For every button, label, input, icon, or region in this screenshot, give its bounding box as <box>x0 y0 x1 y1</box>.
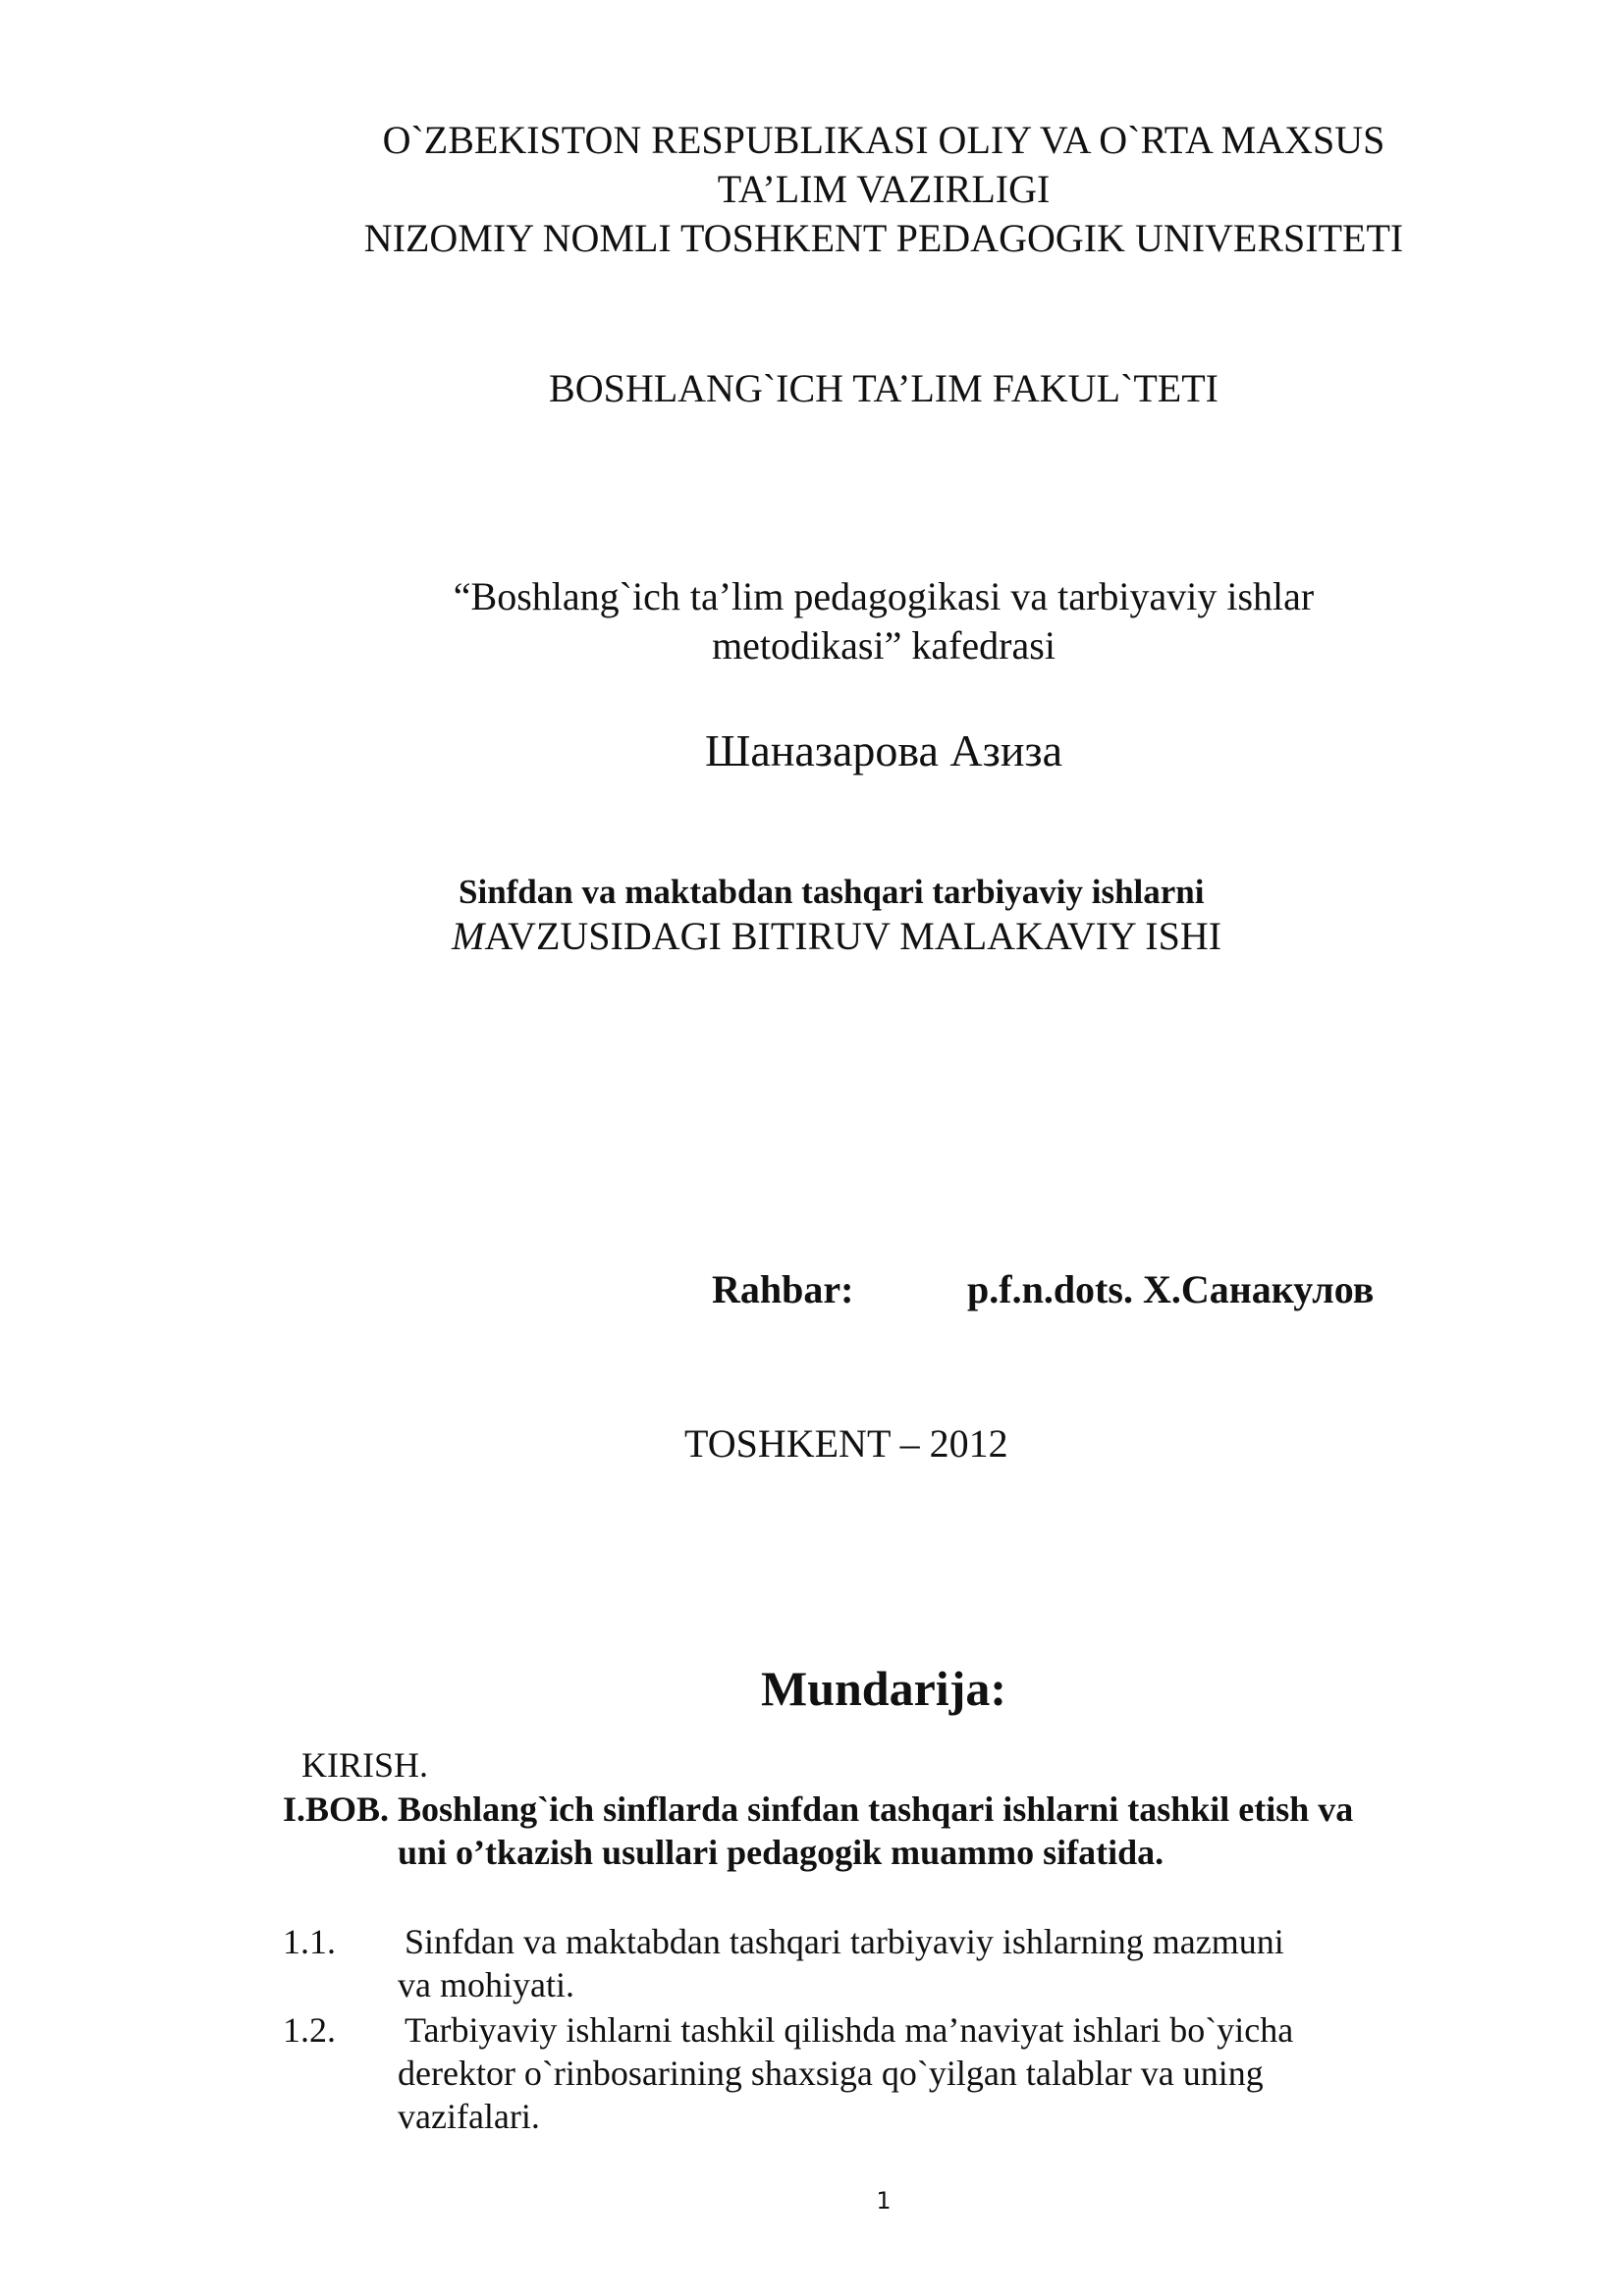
toc-item-number: 1.1. <box>283 1922 336 1961</box>
toc-title: Mundarija: <box>761 1661 1006 1716</box>
thesis-topic-line-1: Sinfdan va maktabdan tashqari tarbiyaviy ishlarni <box>459 873 1205 911</box>
thesis-topic-initial: M <box>452 914 485 958</box>
ministry-line-2: TA’LIM VAZIRLIGI <box>717 167 1051 211</box>
department-line-2: metodikasi” kafedrasi <box>712 623 1056 667</box>
supervisor-label: Rahbar: <box>712 1267 854 1311</box>
toc-chapter-1-line-2: uni o’tkazish usullari pedagogik muammo sifatida. <box>398 1833 1164 1872</box>
ministry-header <box>196 116 1571 263</box>
department-name <box>295 572 1473 670</box>
toc-item-line: vazifalari. <box>398 2097 540 2136</box>
toc-item-line: Tarbiyaviy ishlarni tashkil qilishda ma’naviyat ishlari bo`yicha <box>405 2010 1294 2050</box>
faculty-name: BOSHLANG`ICH TA’LIM FAKUL`TETI <box>549 366 1218 410</box>
toc-item-line: derektor o`rinbosarining shaxsiga qo`yilgan talablar va uning <box>398 2054 1264 2093</box>
department-line-1: “Boshlang`ich ta’lim pedagogikasi va tarbiyaviy ishlar <box>453 574 1315 618</box>
thesis-topic-rest: AVZUSIDAGI BITIRUV MALAKAVIY ISHI <box>484 914 1222 958</box>
city-year: TOSHKENT – 2012 <box>684 1421 1008 1466</box>
student-name: Шаназарова Азиза <box>704 725 1063 775</box>
toc-item-line: Sinfdan va maktabdan tashqari tarbiyaviy ishlarning mazmuni <box>405 1922 1284 1961</box>
supervisor-name: p.f.n.dots. X.Санакулов <box>967 1267 1375 1311</box>
thesis-topic-line-2 <box>452 913 1221 960</box>
university-name: NIZOMIY NOMLI TOSHKENT PEDAGOGIK UNIVERSITETI <box>363 216 1404 260</box>
toc-intro: KIRISH. <box>301 1745 429 1785</box>
page-number: 1 <box>876 2187 892 2215</box>
toc-item-line: va mohiyati. <box>398 1965 574 2004</box>
toc-item-number: 1.2. <box>283 2010 336 2050</box>
toc-chapter-1-line-1: I.BOB. Boshlang`ich sinflarda sinfdan tashqari ishlarni tashkil etish va <box>283 1789 1354 1829</box>
ministry-line-1: O`ZBEKISTON RESPUBLIKASI OLIY VA O`RTA MAXSUS <box>382 118 1385 162</box>
